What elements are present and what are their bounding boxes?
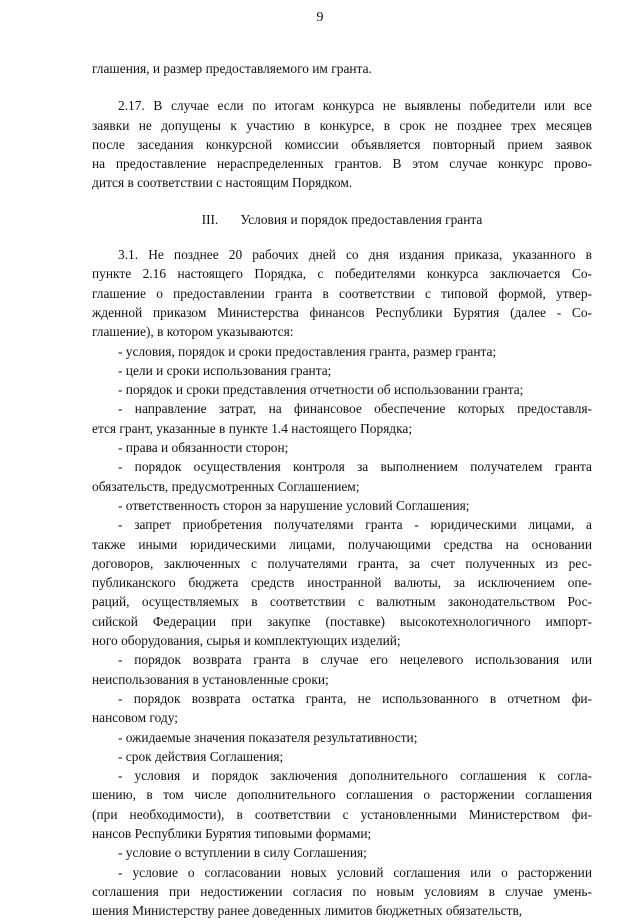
text-line: заявки не допущены к участию в конкурсе, в срок не позднее трех месяцев — [92, 117, 592, 133]
list-item — [92, 515, 592, 650]
text-line: также иными юридическими лицами, получающими средства на основании — [92, 536, 592, 552]
list-item — [92, 728, 592, 747]
list-item — [92, 457, 592, 496]
text-line: неиспользования в установленные сроки; — [92, 671, 329, 687]
list-item — [92, 689, 592, 728]
list-item — [92, 361, 592, 380]
paragraph-continuation — [92, 59, 592, 78]
section-title: Условия и порядок предоставления гранта — [240, 211, 483, 227]
section-number: III. — [201, 211, 219, 227]
text-line: нансовом году; — [92, 710, 178, 726]
text-line: нансов Республики Бурятия типовыми формами; — [92, 825, 372, 841]
conditions-list — [92, 342, 592, 920]
text-line: 3.1. Не позднее 20 рабочих дней со дня издания приказа, указанного в — [118, 247, 592, 263]
text-line: (при необходимости), в соответствии с установленными Министерством фи- — [92, 806, 592, 822]
text-line: 2.17. В случае если по итогам конкурса не выявлены победители или все — [118, 98, 592, 114]
text-line: - направление затрат, на финансовое обеспечение которых предоставля- — [118, 401, 592, 417]
text-line: - права и обязанности сторон; — [118, 440, 289, 456]
text-line: - порядок и сроки представления отчетности об использовании гранта; — [118, 382, 524, 398]
list-item — [92, 438, 592, 457]
text-line: - условие о вступлении в силу Соглашения; — [118, 845, 367, 861]
text-line: - срок действия Соглашения; — [118, 748, 284, 764]
list-item — [92, 380, 592, 399]
text-line: - порядок возврата гранта в случае его нецелевого использования или — [118, 652, 592, 668]
text-line: дится в соответствии с настоящим Порядком. — [92, 175, 353, 191]
text-line: шения Министерству ранее доведенных лимитов бюджетных обязательств, — [92, 903, 523, 919]
text-line: - порядок возврата остатка гранта, не использованного в отчетном фи- — [118, 690, 592, 706]
text-line: - ответственность сторон за нарушение условий Соглашения; — [118, 497, 470, 513]
text-line: - условия, порядок и сроки предоставления гранта, размер гранта; — [118, 343, 497, 359]
text-line: договоров, заключенных с получателями гранта, за счет полученных из рес- — [92, 555, 592, 571]
text-line: пункте 2.16 настоящего Порядка, с победителями конкурса заключается Со- — [92, 266, 592, 282]
text-line: раций, осуществляемых в соответствии с валютным законодательством Рос- — [92, 594, 592, 610]
section-heading — [92, 210, 592, 229]
text-line: ного оборудования, сырья и комплектующих изделий; — [92, 633, 401, 649]
text-line: шению, в том числе дополнительного соглашения о расторжении соглашения — [92, 787, 592, 803]
text-line: жденной приказом Министерства финансов Республики Бурятия (далее - Со- — [92, 304, 592, 320]
text-line: публиканского бюджета средств иностранной валюты, за исключением опе- — [92, 575, 592, 591]
text-line: - условие о согласовании новых условий соглашения или о расторжении — [118, 864, 592, 880]
text-line: - условия и порядок заключения дополнительного соглашения к согла- — [118, 768, 592, 784]
list-item — [92, 843, 592, 862]
list-item — [92, 863, 592, 920]
page-number: 9 — [316, 10, 324, 25]
list-item — [92, 650, 592, 689]
text-line: соглашения при недостижении согласия по новым условиям в случае умень- — [92, 883, 592, 899]
list-item — [92, 747, 592, 766]
text-line: - ожидаемые значения показателя результативности; — [118, 729, 418, 745]
text-line: глашения, и размер предоставляемого им гранта. — [92, 61, 372, 76]
document-body — [92, 59, 592, 920]
text-line: глашение о предоставлении гранта в соответствии с типовой формой, утвер- — [92, 285, 592, 301]
text-line: - цели и сроки использования гранта; — [118, 362, 332, 378]
text-line: после заседания конкурсной комиссии объявляется повторный прием заявок — [92, 136, 592, 152]
text-line: - порядок осуществления контроля за выполнением получателем гранта — [118, 459, 592, 475]
text-line: глашение), в котором указываются: — [92, 324, 294, 340]
list-item — [92, 399, 592, 438]
list-item — [92, 766, 592, 843]
text-line: обязательств, предусмотренных Соглашением; — [92, 478, 360, 494]
text-line: на предоставление нераспределенных грантов. В этом случае конкурс прово- — [92, 156, 592, 172]
text-line: сийской Федерации при закупке (поставке) высокотехнологичного импорт- — [92, 613, 592, 629]
text-line: - запрет приобретения получателями гранта - юридическими лицами, а — [118, 517, 592, 533]
paragraph-3-1 — [92, 245, 592, 341]
list-item — [92, 342, 592, 361]
text-line: ется грант, указанные в пункте 1.4 настоящего Порядка; — [92, 420, 413, 436]
list-item — [92, 496, 592, 515]
paragraph-2-17 — [92, 96, 592, 192]
